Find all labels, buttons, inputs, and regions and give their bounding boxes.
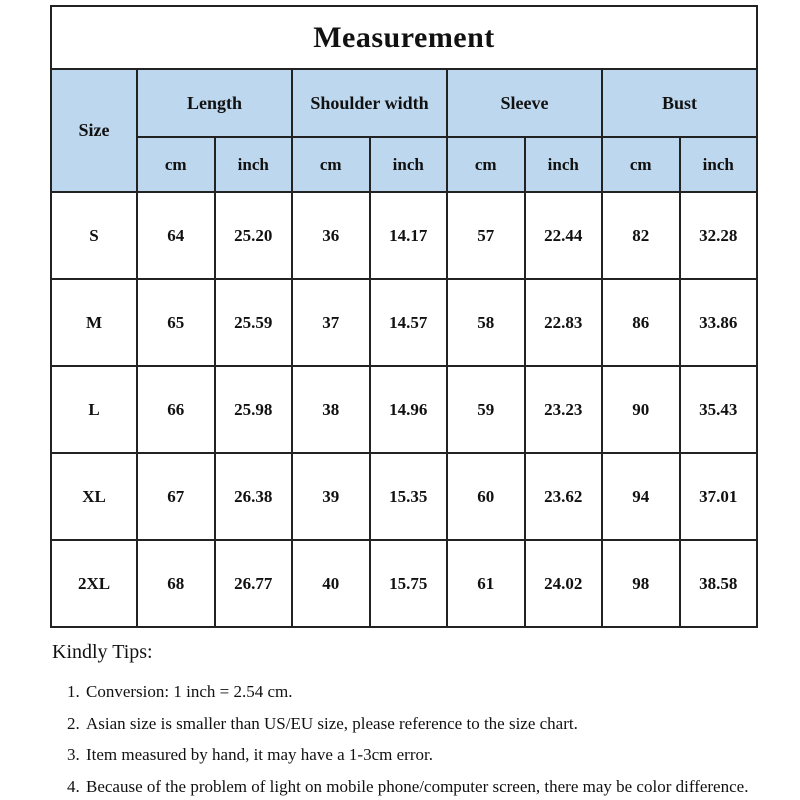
unit-header: cm xyxy=(292,137,370,192)
tip-item: 2. Asian size is smaller than US/EU size, please reference to the size chart. xyxy=(84,712,752,737)
value-cell: 37.01 xyxy=(680,453,758,540)
unit-header: inch xyxy=(680,137,758,192)
unit-header: cm xyxy=(137,137,215,192)
value-cell: 25.20 xyxy=(215,192,293,279)
value-cell: 14.17 xyxy=(370,192,448,279)
tips-list xyxy=(52,680,752,800)
size-cell: S xyxy=(51,192,137,279)
measurement-title: Measurement xyxy=(51,6,757,69)
size-cell: M xyxy=(51,279,137,366)
value-cell: 90 xyxy=(602,366,680,453)
value-cell: 68 xyxy=(137,540,215,627)
value-cell: 15.75 xyxy=(370,540,448,627)
table-row-l xyxy=(51,366,757,453)
unit-header: cm xyxy=(602,137,680,192)
value-cell: 38 xyxy=(292,366,370,453)
value-cell: 59 xyxy=(447,366,525,453)
value-cell: 94 xyxy=(602,453,680,540)
col-header-sleeve: Sleeve xyxy=(447,69,602,137)
size-cell: L xyxy=(51,366,137,453)
value-cell: 64 xyxy=(137,192,215,279)
value-cell: 86 xyxy=(602,279,680,366)
kindly-tips-section xyxy=(52,641,752,800)
value-cell: 24.02 xyxy=(525,540,603,627)
value-cell: 15.35 xyxy=(370,453,448,540)
value-cell: 58 xyxy=(447,279,525,366)
group-header-row xyxy=(51,69,757,137)
value-cell: 38.58 xyxy=(680,540,758,627)
value-cell: 26.38 xyxy=(215,453,293,540)
kindly-tips-heading: Kindly Tips: xyxy=(52,641,153,663)
value-cell: 22.83 xyxy=(525,279,603,366)
value-cell: 23.62 xyxy=(525,453,603,540)
title-row xyxy=(51,6,757,69)
value-cell: 14.57 xyxy=(370,279,448,366)
value-cell: 67 xyxy=(137,453,215,540)
unit-header: inch xyxy=(215,137,293,192)
tip-item: 3. Item measured by hand, it may have a 1-3cm error. xyxy=(84,743,752,768)
size-chart-table xyxy=(50,5,758,628)
value-cell: 39 xyxy=(292,453,370,540)
value-cell: 25.59 xyxy=(215,279,293,366)
value-cell: 40 xyxy=(292,540,370,627)
value-cell: 82 xyxy=(602,192,680,279)
value-cell: 37 xyxy=(292,279,370,366)
value-cell: 65 xyxy=(137,279,215,366)
value-cell: 61 xyxy=(447,540,525,627)
value-cell: 25.98 xyxy=(215,366,293,453)
unit-header: inch xyxy=(525,137,603,192)
value-cell: 33.86 xyxy=(680,279,758,366)
value-cell: 14.96 xyxy=(370,366,448,453)
table-row-2xl xyxy=(51,540,757,627)
size-cell: 2XL xyxy=(51,540,137,627)
value-cell: 23.23 xyxy=(525,366,603,453)
value-cell: 26.77 xyxy=(215,540,293,627)
tip-item: 4. Because of the problem of light on mobile phone/computer screen, there may be color difference. xyxy=(84,775,752,800)
value-cell: 57 xyxy=(447,192,525,279)
value-cell: 22.44 xyxy=(525,192,603,279)
col-header-bust: Bust xyxy=(602,69,757,137)
value-cell: 60 xyxy=(447,453,525,540)
table-row-s xyxy=(51,192,757,279)
tip-item: 1. Conversion: 1 inch = 2.54 cm. xyxy=(84,680,752,705)
value-cell: 36 xyxy=(292,192,370,279)
col-header-shoulder-width: Shoulder width xyxy=(292,69,447,137)
size-cell: XL xyxy=(51,453,137,540)
value-cell: 66 xyxy=(137,366,215,453)
value-cell: 32.28 xyxy=(680,192,758,279)
table-row-m xyxy=(51,279,757,366)
value-cell: 98 xyxy=(602,540,680,627)
unit-header: cm xyxy=(447,137,525,192)
unit-header-row xyxy=(51,137,757,192)
col-header-length: Length xyxy=(137,69,292,137)
unit-header: inch xyxy=(370,137,448,192)
value-cell: 35.43 xyxy=(680,366,758,453)
col-header-size: Size xyxy=(51,69,137,192)
table-row-xl xyxy=(51,453,757,540)
